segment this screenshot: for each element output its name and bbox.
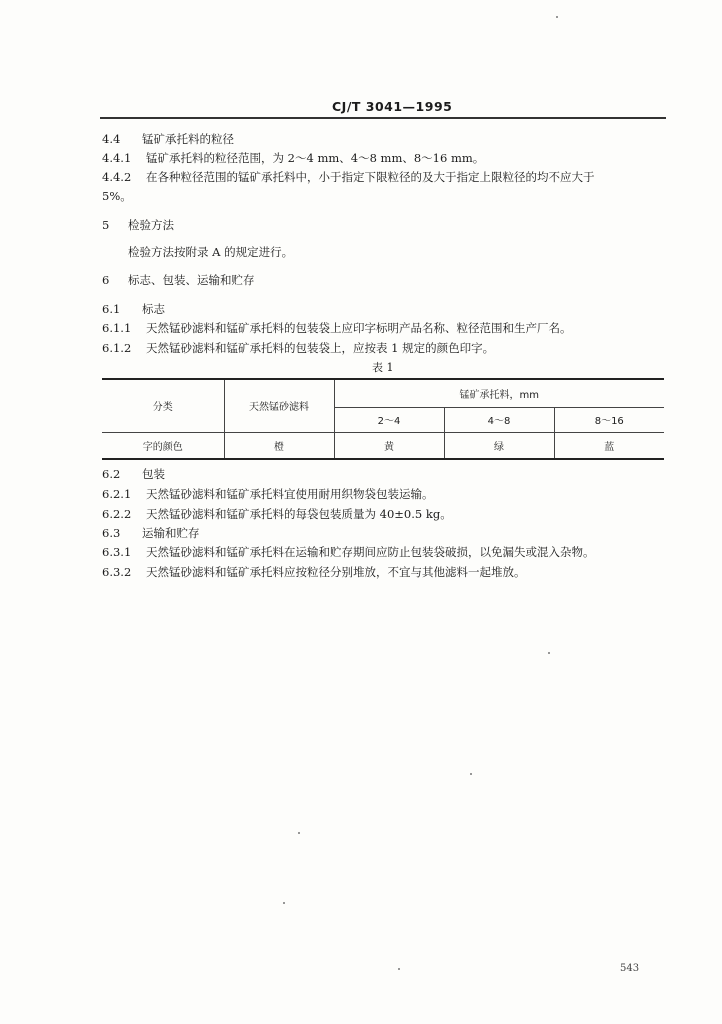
color-cell: 绿 xyxy=(444,432,554,459)
clause-text: 天然锰砂滤料和锰矿承托料的包装袋上，应按表 1 规定的颜色印字。 xyxy=(146,341,495,355)
clause-text: 天然锰砂滤料和锰矿承托料应按粒径分别堆放，不宜与其他滤料一起堆放。 xyxy=(146,565,526,579)
section-6-1 xyxy=(102,302,165,316)
section-6-2 xyxy=(102,467,165,481)
clause-text: 天然锰砂滤料和锰矿承托料宜使用耐用织物袋包装运输。 xyxy=(146,487,434,501)
clause-6-2-2 xyxy=(102,507,452,521)
clause-number: 6.3.2 xyxy=(102,565,132,579)
clause-text: 天然锰砂滤料和锰矿承托料在运输和贮存期间应防止包装袋破损，以免漏失或混入杂物。 xyxy=(146,545,595,559)
col-header-support-layer: 锰矿承托料，mm xyxy=(334,379,664,407)
section-4-4 xyxy=(102,132,234,146)
clause-6-1-2 xyxy=(102,341,494,355)
scan-speck xyxy=(298,832,300,834)
section-title: 检验方法 xyxy=(128,218,174,232)
section-6-3 xyxy=(102,526,200,540)
row-label-text-color: 字的颜色 xyxy=(102,432,224,459)
color-cell: 橙 xyxy=(224,432,334,459)
clause-text: 天然锰砂滤料和锰矿承托料的包装袋上应印字标明产品名称、粒径范围和生产厂名。 xyxy=(146,321,572,335)
section-number: 6.1 xyxy=(102,302,121,316)
col-header-natural-manganese: 天然锰砂滤料 xyxy=(224,379,334,432)
section-number: 6.3 xyxy=(102,526,121,540)
section-title: 标志、包装、运输和贮存 xyxy=(128,273,255,287)
clause-text: 锰矿承托料的粒径范围，为 2～4 mm、4～8 mm、8～16 mm。 xyxy=(146,151,485,165)
clause-number: 6.1.2 xyxy=(102,341,132,355)
clause-6-1-1 xyxy=(102,321,572,335)
clause-4-4-1 xyxy=(102,151,484,165)
size-range-cell: 2～4 xyxy=(334,407,444,432)
section-5 xyxy=(102,218,174,232)
section-title: 标志 xyxy=(142,302,165,316)
clause-6-3-1 xyxy=(102,545,595,559)
clause-6-3-2 xyxy=(102,565,526,579)
clause-number: 4.4.2 xyxy=(102,170,132,184)
page-number: 543 xyxy=(620,963,640,974)
color-cell: 蓝 xyxy=(554,432,664,459)
size-range-cell: 8～16 xyxy=(554,407,664,432)
header-rule xyxy=(100,117,666,119)
clause-4-4-2 xyxy=(102,170,595,184)
scan-speck xyxy=(398,968,400,970)
section-number: 5 xyxy=(102,218,110,232)
section-title: 包装 xyxy=(142,467,165,481)
clause-number: 6.1.1 xyxy=(102,321,132,335)
section-number: 4.4 xyxy=(102,132,121,146)
scan-speck xyxy=(556,16,558,18)
clause-number: 6.2.2 xyxy=(102,507,132,521)
section-title: 运输和贮存 xyxy=(142,526,200,540)
clause-text: 在各种粒径范围的锰矿承托料中，小于指定下限粒径的及大于指定上限粒径的均不应大于 xyxy=(146,170,595,184)
section-title: 锰矿承托料的粒径 xyxy=(142,132,234,146)
col-header-category: 分类 xyxy=(102,379,224,432)
color-cell: 黄 xyxy=(334,432,444,459)
table-1 xyxy=(102,378,664,460)
clause-text: 天然锰砂滤料和锰矿承托料的每袋包装质量为 40±0.5 kg。 xyxy=(146,507,452,521)
section-number: 6.2 xyxy=(102,467,121,481)
table-caption: 表 1 xyxy=(372,361,394,374)
scan-speck xyxy=(470,773,472,775)
clause-number: 6.3.1 xyxy=(102,545,132,559)
clause-number: 4.4.1 xyxy=(102,151,132,165)
clause-number: 6.2.1 xyxy=(102,487,132,501)
section-number: 6 xyxy=(102,273,110,287)
clause-4-4-2-continued: 5%。 xyxy=(102,189,132,203)
scan-speck xyxy=(548,652,550,654)
standard-code: CJ/T 3041—1995 xyxy=(332,99,453,114)
size-range-cell: 4～8 xyxy=(444,407,554,432)
section-6 xyxy=(102,273,255,287)
clause-6-2-1 xyxy=(102,487,434,501)
section-5-text: 检验方法按附录 A 的规定进行。 xyxy=(128,245,294,259)
scan-speck xyxy=(283,902,285,904)
